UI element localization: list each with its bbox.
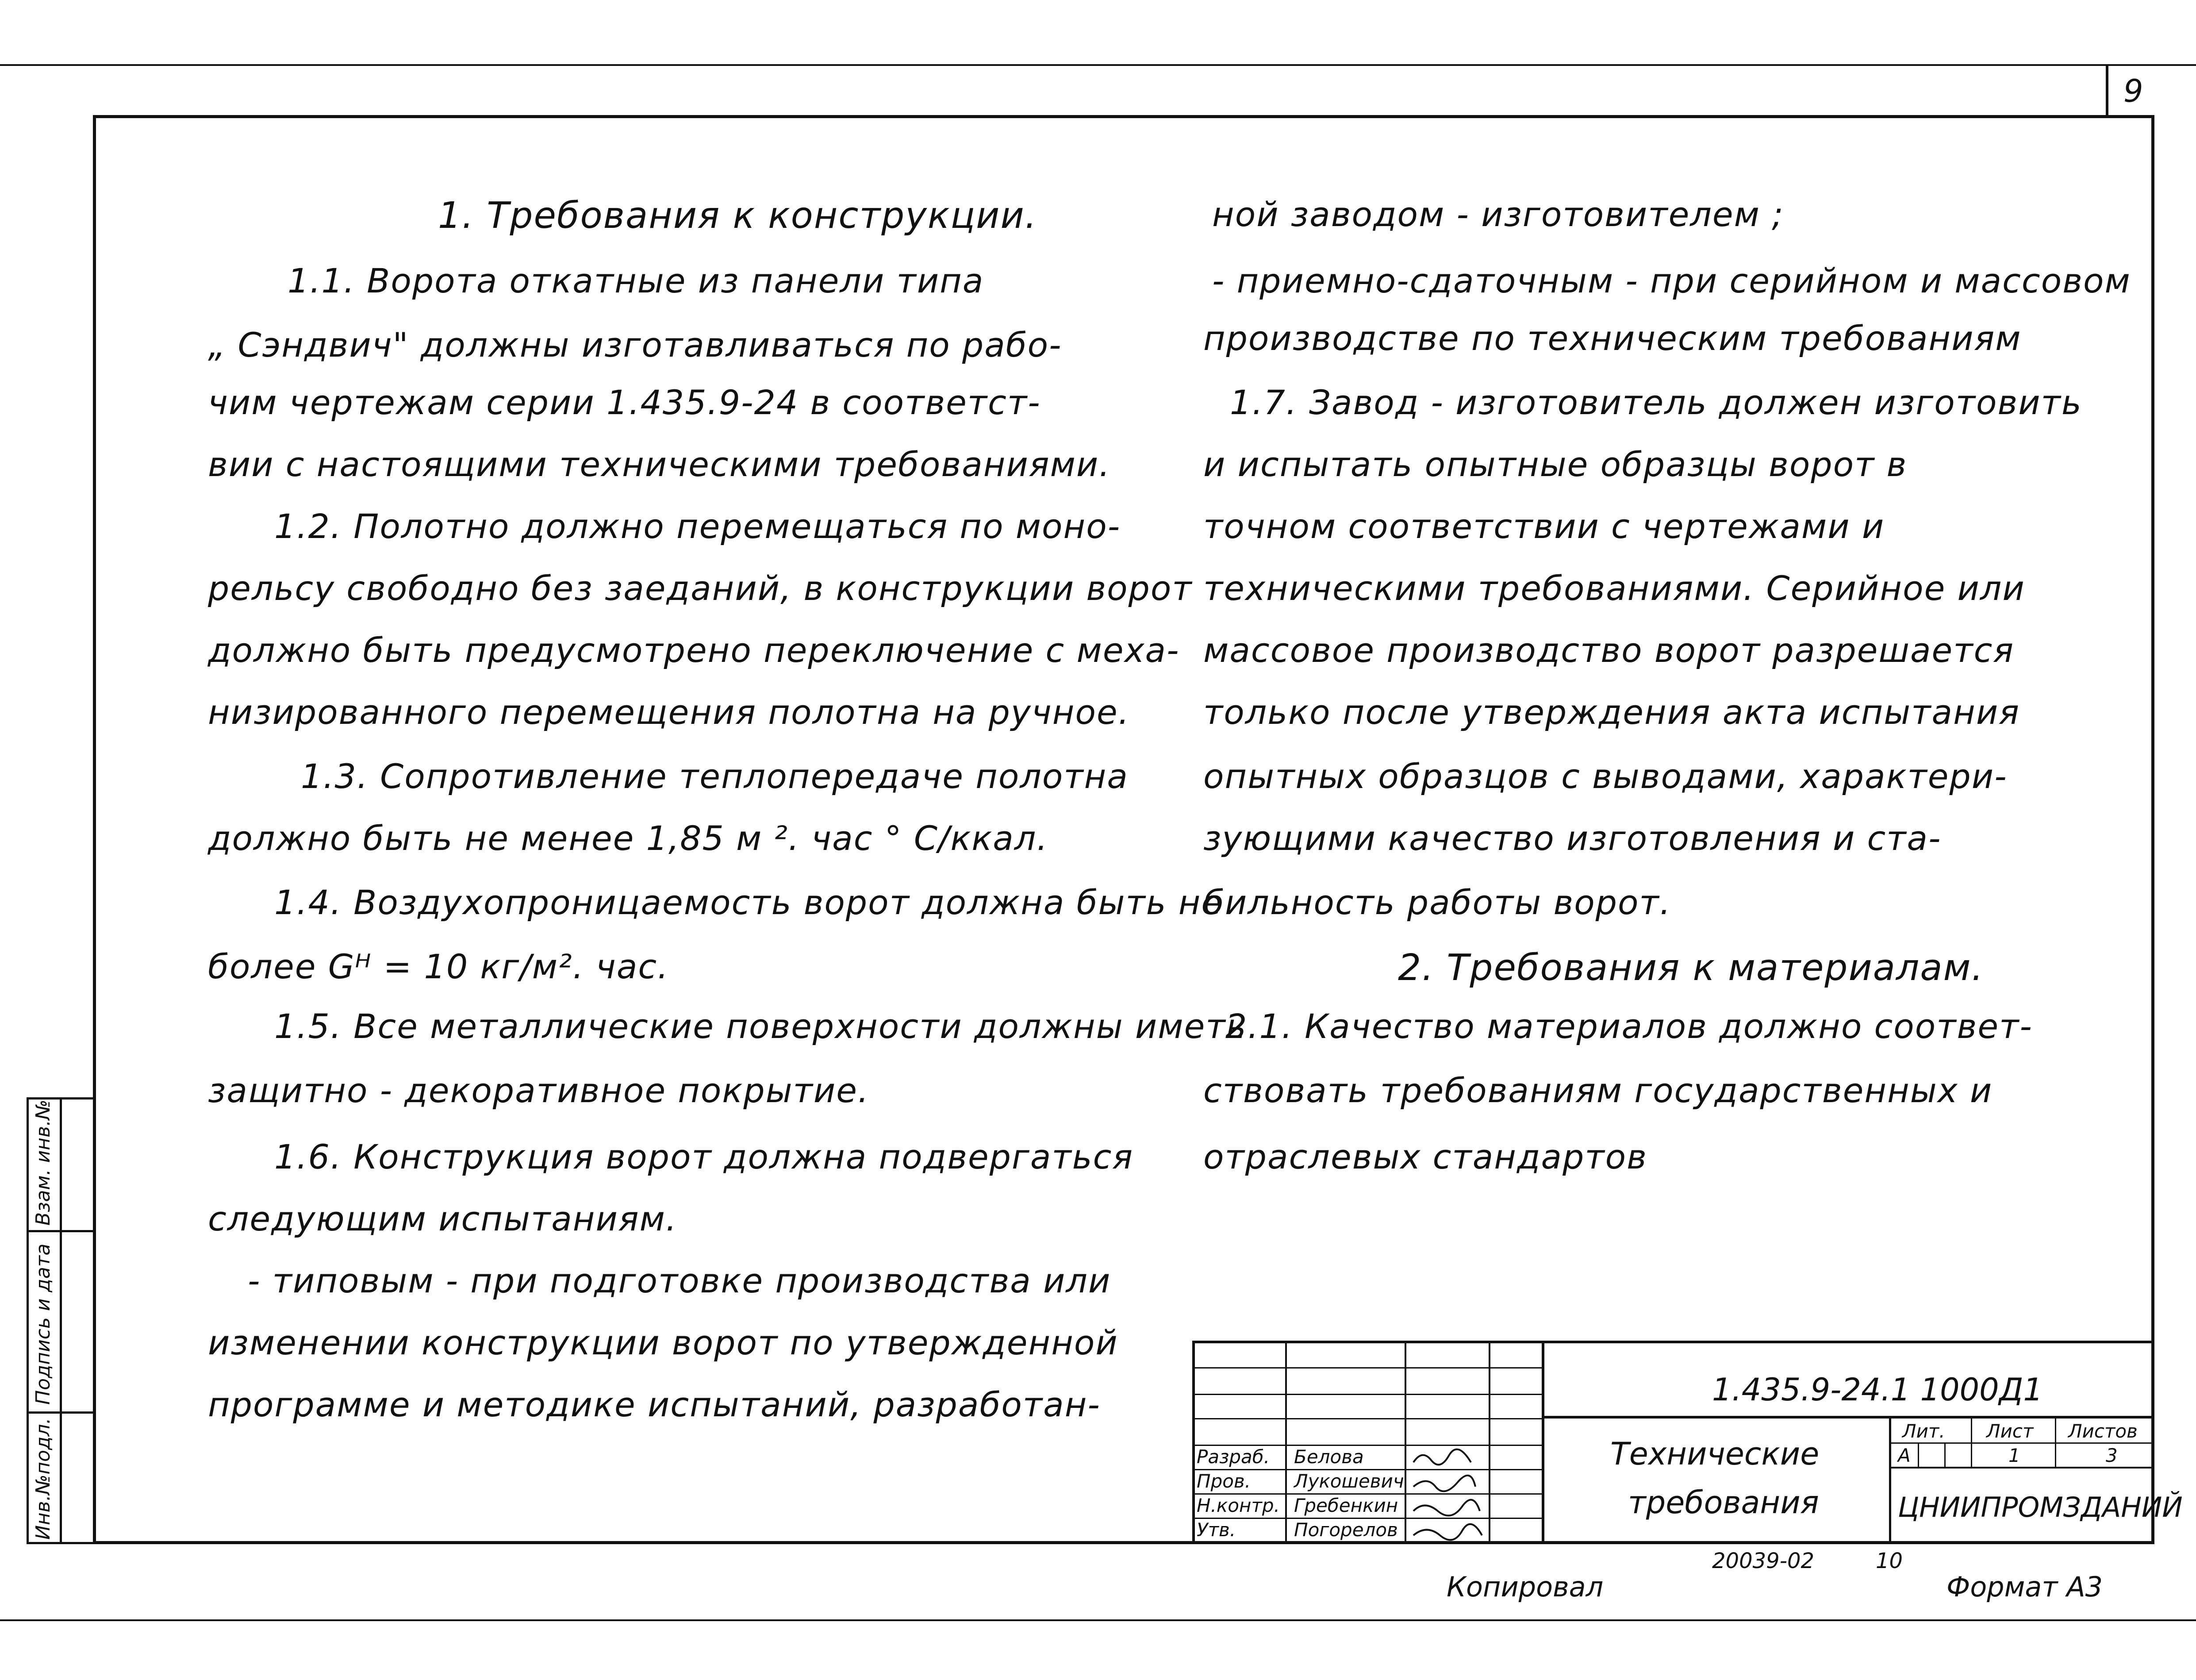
signature-3 <box>1413 1500 1480 1516</box>
side-stamp-sep-2 <box>27 1411 95 1414</box>
document-title-line-1: Технические <box>1610 1436 1820 1472</box>
tb-stage-hline-1 <box>1889 1442 2154 1444</box>
staff-name-4: Погорелов <box>1294 1519 1398 1541</box>
side-stamp-divider <box>60 1097 62 1544</box>
right-line-12: бильность работы ворот. <box>1203 883 1671 922</box>
staff-name-3: Гребенкин <box>1294 1495 1398 1516</box>
tb-stage-hline-2 <box>1889 1467 2154 1469</box>
left-line-17: следующим испытаниям. <box>208 1199 678 1238</box>
staff-name-1: Белова <box>1294 1446 1364 1468</box>
copied-label: Копировал <box>1447 1571 1604 1603</box>
side-label-podpis-data: Подпись и дата <box>32 1243 54 1405</box>
left-line-6: 1.2. Полотно должно перемещаться по моно- <box>274 507 1121 546</box>
tb-vline-1 <box>1285 1341 1287 1544</box>
organization-name: ЦНИИПРОМЗДАНИЙ <box>1898 1491 2183 1523</box>
order-number: 20039-02 <box>1712 1549 1815 1573</box>
format-label: Формат А3 <box>1946 1571 2103 1603</box>
tb-stage-vline-a2 <box>1944 1442 1946 1468</box>
signature-4 <box>1413 1524 1482 1540</box>
right-line-6: точном соответствии с чертежами и <box>1203 507 1885 546</box>
right-line-9: только после утверждения акта испытания <box>1203 692 2020 732</box>
staff-role-3: Н.контр. <box>1197 1495 1280 1516</box>
side-stamp-sep-1 <box>27 1230 95 1232</box>
signatures <box>1409 1445 1486 1542</box>
sheets-header: Листов <box>2068 1420 2138 1442</box>
right-line-3: производстве по техническим требованиям <box>1203 319 2022 358</box>
right-line-4: 1.7. Завод - изготовитель должен изготовить <box>1230 383 2082 422</box>
sheets-value: 3 <box>2106 1445 2118 1466</box>
left-line-11: должно быть не менее 1,85 м ². час ° С/ккал. <box>208 819 1048 858</box>
right-line-8: массовое производство ворот разрешается <box>1203 630 2015 670</box>
right-line-5: и испытать опытные образцы ворот в <box>1203 445 1908 484</box>
tb-hline-3 <box>1192 1418 1542 1419</box>
sheet-number: 9 <box>2123 73 2144 109</box>
right-line-2: - приемно-сдаточным - при серийном и массовом <box>1212 261 2131 300</box>
side-label-inv-podl: Инв.№подл. <box>32 1418 54 1540</box>
document-designation: 1.435.9-24.1 1000Д1 <box>1712 1372 2043 1408</box>
left-line-5: вии с настоящими техническими требованиями. <box>208 445 1111 484</box>
left-line-15: защитно - декоративное покрытие. <box>208 1071 870 1110</box>
right-line-10: опытных образцов с выводами, характери- <box>1203 757 2008 796</box>
signature-1 <box>1413 1449 1471 1465</box>
tb-title-stage-sep <box>1889 1416 1891 1544</box>
left-line-9: низированного перемещения полотна на ручное. <box>208 692 1130 732</box>
document-title-line-2: требования <box>1628 1484 1819 1521</box>
tb-vline-4 <box>1542 1341 1544 1544</box>
left-line-20: программе и методике испытаний, разработан- <box>208 1385 1101 1424</box>
left-line-12: 1.4. Воздухопроницаемость ворот должна быть не <box>274 883 1223 922</box>
tb-stage-vline-a1 <box>1918 1442 1919 1468</box>
right-line-13: 2. Требования к материалам. <box>1398 947 1984 989</box>
left-line-1: 1. Требования к конструкции. <box>438 195 1037 237</box>
sheet-value: 1 <box>2008 1445 2020 1466</box>
tb-designation-sep <box>1542 1416 2154 1419</box>
side-label-vzam-inv: Взам. инв.№ <box>32 1099 54 1226</box>
extra-number: 10 <box>1876 1549 1903 1573</box>
staff-role-1: Разраб. <box>1197 1446 1270 1468</box>
tb-hline-2 <box>1192 1394 1542 1395</box>
right-line-15: ствовать требованиям государственных и <box>1203 1071 1993 1110</box>
sheet-header: Лист <box>1986 1420 2034 1442</box>
stage-value: А <box>1898 1445 1911 1466</box>
left-line-4: чим чертежам серии 1.435.9-24 в соответст- <box>208 383 1041 422</box>
top-edge-rule <box>0 64 2196 66</box>
right-line-1: ной заводом - изготовителем ; <box>1212 195 1784 234</box>
left-line-7: рельсу свободно без заеданий, в конструкции ворот <box>208 569 1193 608</box>
left-line-8: должно быть предусмотрено переключение с меха- <box>208 630 1180 670</box>
left-line-18: - типовым - при подготовке производства или <box>248 1261 1111 1300</box>
tb-vline-3 <box>1489 1341 1490 1544</box>
tb-hline-1 <box>1192 1367 1542 1369</box>
bottom-edge-rule <box>0 1619 2196 1621</box>
right-line-7: техническими требованиями. Серийное или <box>1203 569 2025 608</box>
left-line-3: „ Сэндвич" должны изготавливаться по рабо- <box>208 325 1062 365</box>
left-line-13: более Gᴴ = 10 кг/м². час. <box>208 947 669 986</box>
left-line-16: 1.6. Конструкция ворот должна подвергаться <box>274 1137 1134 1176</box>
stage-header: Лит. <box>1902 1420 1945 1442</box>
staff-name-2: Лукошевич <box>1294 1470 1404 1492</box>
staff-role-4: Утв. <box>1197 1519 1236 1541</box>
left-line-10: 1.3. Сопротивление теплопередаче полотна <box>301 757 1129 796</box>
tb-vline-2 <box>1405 1341 1406 1544</box>
tb-stage-vline-2 <box>2055 1416 2056 1468</box>
right-line-16: отраслевых стандартов <box>1203 1137 1647 1176</box>
right-line-14: 2.1. Качество материалов должно соответ- <box>1225 1007 2033 1046</box>
staff-role-2: Пров. <box>1197 1470 1251 1492</box>
left-line-2: 1.1. Ворота откатные из панели типа <box>288 261 984 300</box>
right-line-11: зующими качество изготовления и ста- <box>1203 819 1942 858</box>
left-line-14: 1.5. Все металлические поверхности должны иметь <box>274 1007 1247 1046</box>
signature-2 <box>1413 1476 1475 1492</box>
left-line-19: изменении конструкции ворот по утвержденной <box>208 1323 1118 1362</box>
tb-stage-vline-1 <box>1971 1416 1972 1468</box>
